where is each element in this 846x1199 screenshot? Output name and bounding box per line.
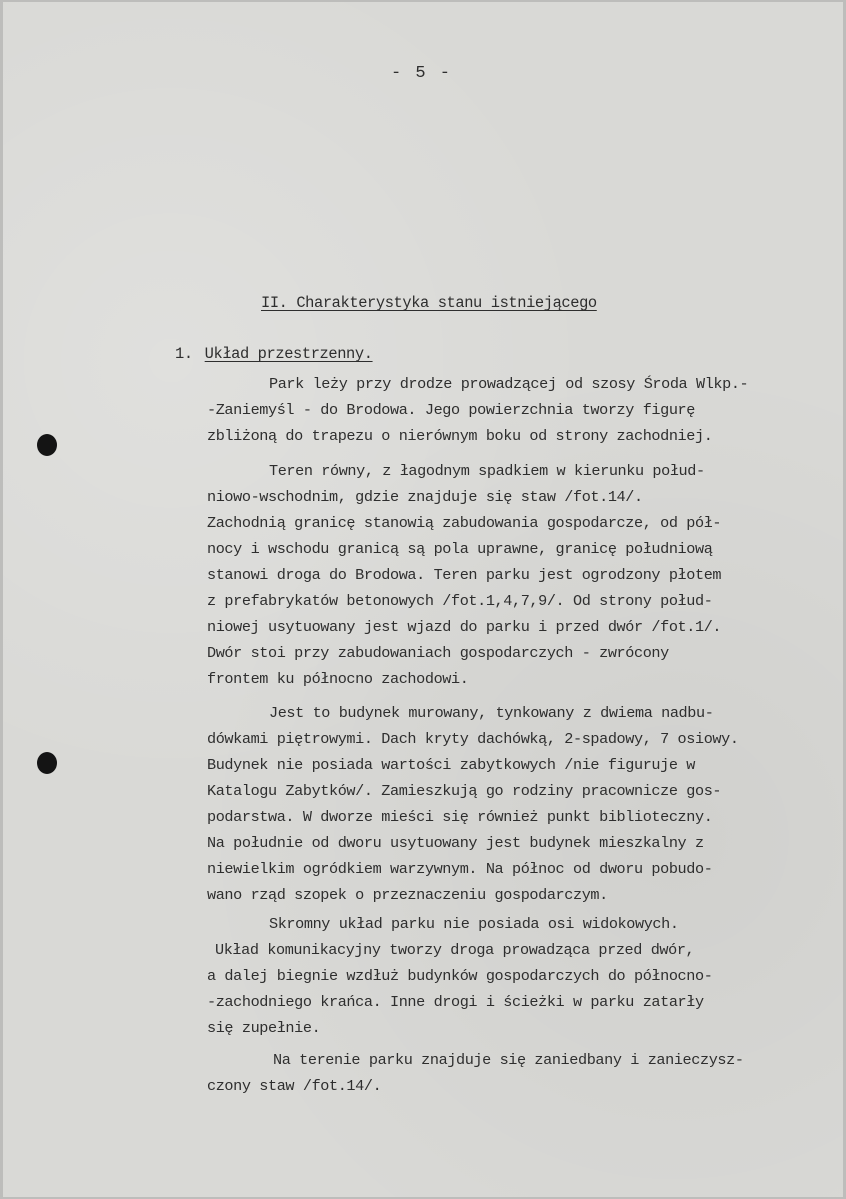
- text-line: czony staw /fot.14/.: [207, 1077, 382, 1095]
- text-line: Budynek nie posiada wartości zabytkowych /nie figuruje w: [207, 756, 695, 774]
- section-heading: II. Charakterystyka stanu istniejącego: [261, 294, 597, 312]
- text-line: niowej usytuowany jest wjazd do parku i przed dwór /fot.1/.: [207, 618, 722, 636]
- text-line: -Zaniemyśl - do Brodowa. Jego powierzchnia tworzy figurę: [207, 401, 695, 419]
- text-line: dówkami piętrowymi. Dach kryty dachówką, 2-spadowy, 7 osiowy.: [207, 730, 739, 748]
- text-line: Katalogu Zabytków/. Zamieszkują go rodziny pracownicze gos-: [207, 782, 722, 800]
- subsection-heading: [175, 345, 373, 363]
- text-line: z prefabrykatów betonowych /fot.1,4,7,9/. Od strony połud-: [207, 592, 713, 610]
- text-line: Skromny układ parku nie posiada osi widokowych.: [269, 915, 679, 933]
- text-line: Teren równy, z łagodnym spadkiem w kierunku połud-: [269, 462, 705, 480]
- subsection-title: Układ przestrzenny.: [204, 345, 373, 363]
- text-line: -zachodniego krańca. Inne drogi i ścieżki w parku zatarły: [207, 993, 704, 1011]
- text-line: zbliżoną do trapezu o nierównym boku od strony zachodniej.: [207, 427, 713, 445]
- page-number: - 5 -: [391, 64, 453, 83]
- text-line: a dalej biegnie wzdłuż budynków gospodarczych do północno-: [207, 967, 713, 985]
- text-line: niowo-wschodnim, gdzie znajduje się staw /fot.14/.: [207, 488, 643, 506]
- text-line: Na terenie parku znajduje się zaniedbany i zanieczysz-: [273, 1051, 744, 1069]
- text-line: się zupełnie.: [207, 1019, 321, 1037]
- text-line: Dwór stoi przy zabudowaniach gospodarczych - zwrócony: [207, 644, 669, 662]
- text-line: Układ komunikacyjny tworzy droga prowadząca przed dwór,: [215, 941, 695, 959]
- punch-hole: [37, 434, 57, 456]
- text-line: podarstwa. W dworze mieści się również punkt biblioteczny.: [207, 808, 713, 826]
- punch-hole: [37, 752, 57, 774]
- subsection-number: 1.: [175, 345, 193, 363]
- text-line: Zachodnią granicę stanowią zabudowania gospodarcze, od pół-: [207, 514, 722, 532]
- text-line: Jest to budynek murowany, tynkowany z dwiema nadbu-: [269, 704, 714, 722]
- text-line: Na południe od dworu usytuowany jest budynek mieszkalny z: [207, 834, 704, 852]
- text-line: nocy i wschodu granicą są pola uprawne, granicę południową: [207, 540, 713, 558]
- text-line: niewielkim ogródkiem warzywnym. Na północ od dworu pobudo-: [207, 860, 713, 878]
- document-page: [3, 2, 843, 1197]
- text-line: wano rząd szopek o przeznaczeniu gospodarczym.: [207, 886, 608, 904]
- text-line: Park leży przy drodze prowadzącej od szosy Środa Wlkp.-: [269, 375, 749, 393]
- text-line: stanowi droga do Brodowa. Teren parku jest ogrodzony płotem: [207, 566, 722, 584]
- text-line: frontem ku północno zachodowi.: [207, 670, 469, 688]
